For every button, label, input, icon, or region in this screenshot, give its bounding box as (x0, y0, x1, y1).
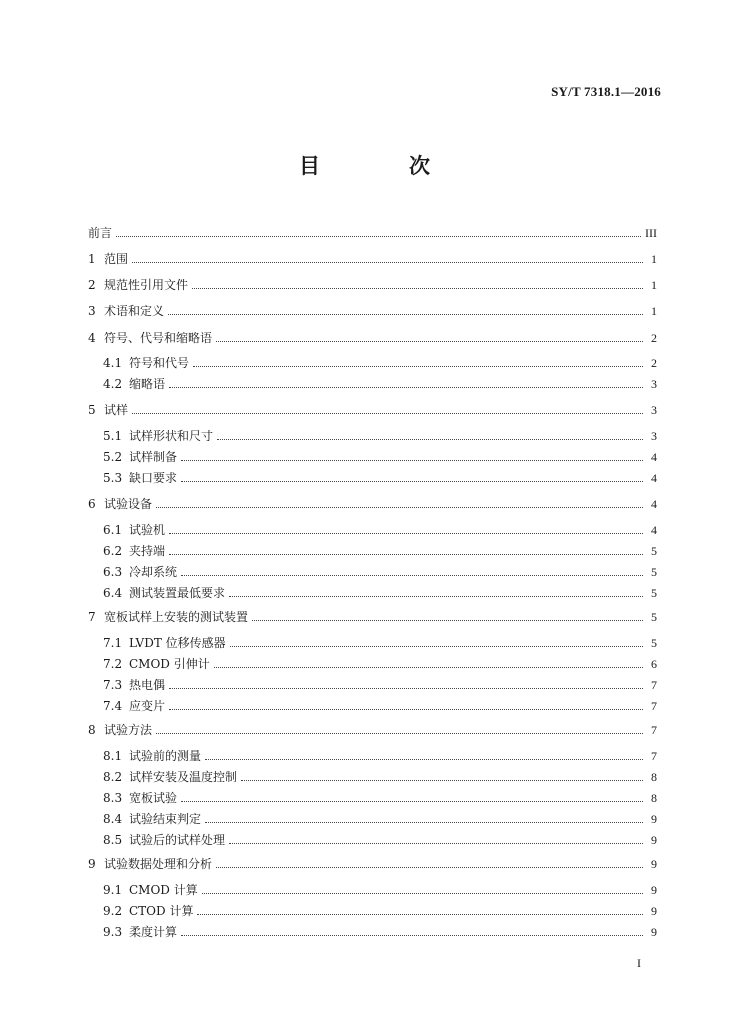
toc-leader-dots (216, 340, 643, 342)
toc-leader-dots (156, 732, 643, 734)
toc-entry[interactable] (88, 721, 657, 737)
toc-entry-number: 8.3 (103, 791, 123, 805)
page-number: I (637, 956, 641, 970)
toc-entry-label: 热电偶 (129, 678, 166, 692)
toc-entry[interactable] (103, 448, 657, 464)
toc-entry-label: 宽板试样上安装的测试装置 (104, 610, 249, 624)
toc-entry[interactable] (103, 469, 657, 485)
toc-entry-label: 应变片 (129, 699, 166, 713)
toc-entry-label: 试样制备 (129, 450, 178, 464)
toc-entry-label: 试验后的试样处理 (129, 833, 226, 847)
toc-entry-label: 夹持端 (129, 544, 166, 558)
toc-entry-number: 9.2 (103, 904, 123, 918)
toc-entry-page: 4 (651, 497, 657, 511)
toc-entry-page: 1 (651, 252, 657, 266)
toc-entry-label: 柔度计算 (129, 925, 178, 939)
toc-entry-page: 9 (651, 833, 657, 847)
toc-entry[interactable] (103, 902, 657, 918)
toc-entry-number: 9.1 (103, 883, 123, 897)
toc-entry-page: 7 (651, 678, 657, 692)
toc-entry[interactable] (88, 608, 657, 624)
toc-entry[interactable] (103, 375, 657, 391)
toc-entry-page: 3 (651, 377, 657, 391)
toc-entry-label: 符号和代号 (129, 356, 190, 370)
toc-entry-page: 6 (651, 657, 657, 671)
toc-entry-number: 8.2 (103, 770, 123, 784)
toc-leader-dots (181, 934, 643, 936)
toc-leader-dots (132, 412, 643, 414)
toc-entry-page: 5 (651, 586, 657, 600)
toc-entry-page: 4 (651, 450, 657, 464)
toc-entry[interactable] (88, 276, 657, 292)
toc-entry-page: 3 (651, 429, 657, 443)
toc-entry-number: 9 (88, 857, 96, 871)
toc-entry-label: 试样形状和尺寸 (129, 429, 214, 443)
toc-entry[interactable] (103, 427, 657, 443)
toc-entry-label: 缺口要求 (129, 471, 178, 485)
toc-entry-number: 7 (88, 610, 96, 624)
toc-leader-dots (202, 892, 643, 894)
toc-entry-label: 冷却系统 (129, 565, 178, 579)
toc-entry-label: 前言 (88, 226, 113, 240)
toc-entry-label: 符号、代号和缩略语 (104, 331, 213, 345)
toc-entry-number: 6 (88, 497, 96, 511)
toc-leader-dots (132, 261, 643, 263)
toc-entry-page: 1 (651, 304, 657, 318)
toc-entry-page: 7 (651, 749, 657, 763)
toc-entry-page: 5 (651, 565, 657, 579)
toc-leader-dots (252, 619, 643, 621)
toc-leader-dots (169, 708, 643, 710)
toc-entry[interactable] (88, 401, 657, 417)
toc-entry[interactable] (88, 302, 657, 318)
toc-entry-page: 9 (651, 812, 657, 826)
toc-entry-label: CMOD 计算 (129, 883, 198, 897)
toc-entry[interactable] (103, 584, 657, 600)
toc-entry[interactable] (103, 521, 657, 537)
toc-entry-label: 试验方法 (104, 723, 153, 737)
page-title: 目 次 (299, 154, 464, 178)
toc-entry-page: III (645, 226, 657, 240)
toc-leader-dots (181, 574, 643, 576)
toc-entry[interactable] (88, 329, 657, 345)
toc-entry-page: 2 (651, 356, 657, 370)
toc-leader-dots (181, 480, 643, 482)
toc-entry-number: 7.4 (103, 699, 123, 713)
toc-entry[interactable] (88, 224, 657, 240)
toc-leader-dots (169, 532, 643, 534)
toc-entry-label: 缩略语 (129, 377, 166, 391)
toc-leader-dots (229, 595, 643, 597)
toc-leader-dots (214, 666, 643, 668)
toc-entry-label: LVDT 位移传感器 (129, 636, 226, 650)
toc-entry-page: 9 (651, 904, 657, 918)
toc-leader-dots (230, 645, 643, 647)
toc-entry-label: CMOD 引伸计 (129, 657, 210, 671)
toc-entry[interactable] (103, 354, 657, 370)
toc-entry-number: 7.1 (103, 636, 123, 650)
toc-entry-number: 6.2 (103, 544, 123, 558)
toc-entry-number: 7.3 (103, 678, 123, 692)
toc-entry-number: 4 (88, 331, 96, 345)
toc-leader-dots (229, 842, 643, 844)
toc-entry-number: 4.2 (103, 377, 123, 391)
toc-entry[interactable] (88, 250, 657, 266)
toc-entry-label: 宽板试验 (129, 791, 178, 805)
toc-entry-number: 8.5 (103, 833, 123, 847)
toc-leader-dots (205, 821, 643, 823)
toc-entry-number: 3 (88, 304, 96, 318)
toc-leader-dots (181, 459, 643, 461)
toc-leader-dots (217, 438, 643, 440)
toc-entry[interactable] (103, 923, 657, 939)
toc-entry-page: 9 (651, 883, 657, 897)
toc-entry-label: 试验前的测量 (129, 749, 202, 763)
toc-leader-dots (181, 800, 643, 802)
toc-entry[interactable] (103, 542, 657, 558)
standard-code: SY/T 7318.1—2016 (551, 84, 661, 99)
toc-entry-number: 6.4 (103, 586, 123, 600)
toc-entry-label: 测试装置最低要求 (129, 586, 226, 600)
toc-entry-page: 3 (651, 403, 657, 417)
toc-leader-dots (169, 687, 643, 689)
toc-entry-label: 试验数据处理和分析 (104, 857, 213, 871)
toc-entry-page: 9 (651, 857, 657, 871)
toc-entry[interactable] (103, 768, 657, 784)
toc-entry-page: 5 (651, 610, 657, 624)
toc-entry-label: 试验机 (129, 523, 166, 537)
toc-leader-dots (241, 779, 643, 781)
toc-entry-page: 1 (651, 278, 657, 292)
toc-entry[interactable] (88, 855, 657, 871)
toc-entry[interactable] (88, 495, 657, 511)
toc-entry-number: 2 (88, 278, 96, 292)
toc-entry-number: 8 (88, 723, 96, 737)
toc-entry-label: 试样 (104, 403, 129, 417)
toc-leader-dots (192, 287, 643, 289)
toc-entry[interactable] (103, 655, 657, 671)
toc-entry-number: 6.1 (103, 523, 123, 537)
toc-entry-page: 7 (651, 699, 657, 713)
toc-entry[interactable] (103, 676, 657, 692)
toc-entry-number: 8.1 (103, 749, 123, 763)
toc-entry-page: 9 (651, 925, 657, 939)
toc-leader-dots (169, 386, 643, 388)
toc-entry-page: 5 (651, 544, 657, 558)
toc-leader-dots (169, 553, 643, 555)
toc-entry-page: 2 (651, 331, 657, 345)
toc-entry-label: 试验设备 (104, 497, 153, 511)
toc-entry[interactable] (103, 789, 657, 805)
toc-entry-number: 9.3 (103, 925, 123, 939)
toc-leader-dots (216, 866, 643, 868)
toc-entry-number: 4.1 (103, 356, 123, 370)
toc-entry-label: CTOD 计算 (129, 904, 194, 918)
toc-leader-dots (156, 506, 643, 508)
toc-entry-number: 6.3 (103, 565, 123, 579)
toc-entry-label: 范围 (104, 252, 129, 266)
toc-entry[interactable] (103, 747, 657, 763)
toc-entry[interactable] (103, 563, 657, 579)
toc-entry[interactable] (103, 881, 657, 897)
toc-entry-number: 1 (88, 252, 96, 266)
toc-entry[interactable] (103, 697, 657, 713)
toc-entry-number: 8.4 (103, 812, 123, 826)
toc-entry-number: 5.3 (103, 471, 123, 485)
toc-entry-number: 5 (88, 403, 96, 417)
toc-entry[interactable] (103, 810, 657, 826)
toc-entry-number: 5.1 (103, 429, 123, 443)
toc-entry-page: 4 (651, 523, 657, 537)
toc-leader-dots (168, 313, 643, 315)
toc-entry-label: 术语和定义 (104, 304, 165, 318)
toc-entry-number: 7.2 (103, 657, 123, 671)
toc-leader-dots (197, 913, 643, 915)
toc-entry-label: 试验结束判定 (129, 812, 202, 826)
toc-entry-page: 8 (651, 770, 657, 784)
toc-entry[interactable] (103, 634, 657, 650)
toc-leader-dots (193, 365, 643, 367)
toc-entry-page: 4 (651, 471, 657, 485)
toc-leader-dots (205, 758, 643, 760)
toc-leader-dots (116, 235, 641, 237)
toc-entry[interactable] (103, 831, 657, 847)
toc-entry-page: 8 (651, 791, 657, 805)
toc-entry-page: 7 (651, 723, 657, 737)
toc-entry-label: 试样安装及温度控制 (129, 770, 238, 784)
toc-entry-number: 5.2 (103, 450, 123, 464)
toc-entry-page: 5 (651, 636, 657, 650)
toc-entry-label: 规范性引用文件 (104, 278, 189, 292)
